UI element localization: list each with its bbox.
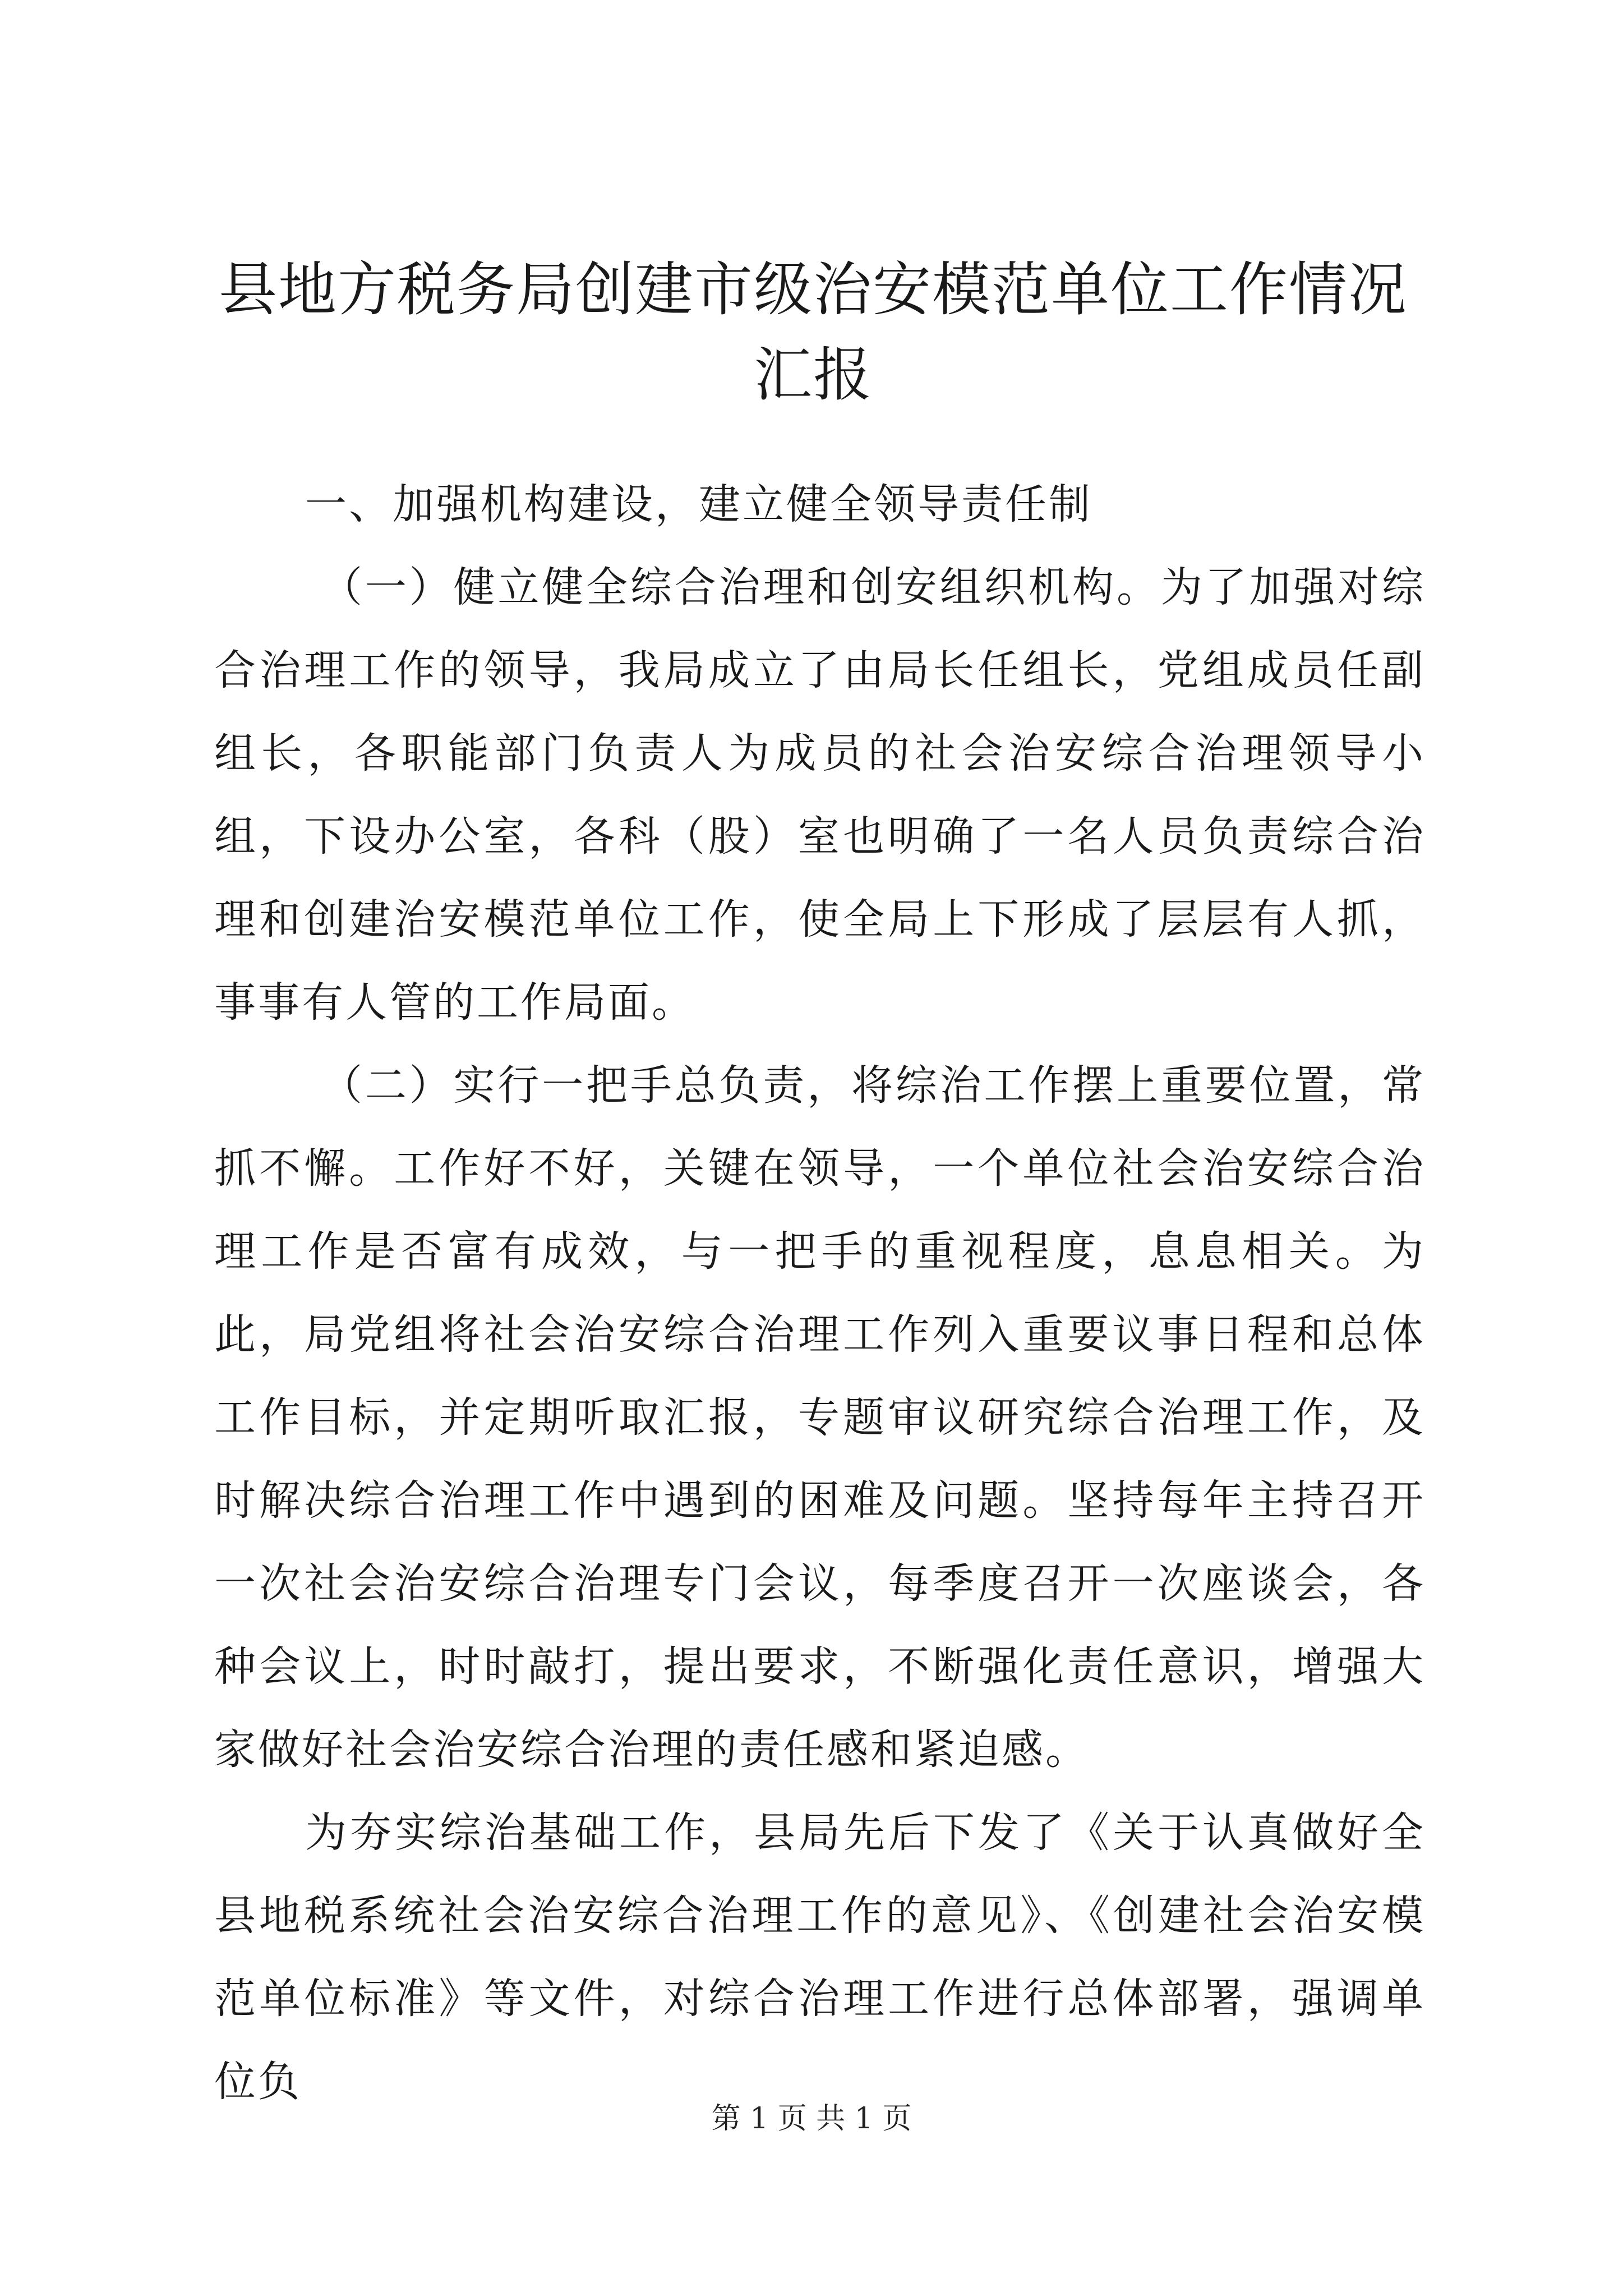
- section-heading: 一、加强机构建设，建立健全领导责任制: [305, 480, 1092, 528]
- paragraph-2: （二）实行一把手总负责，将综治工作摆上重要位置，常抓不懈。工作好不好，关键在领导，一个单位社会治安综合治理工作是否富有成效，与一把手的重视程度，息息相关。为此，局党组将社会治安综合治理工作列入重要议事日程和总体工作目标，并定期听取汇报，专题审议研究综合治理工作，及时解决综合治理工作中遇到的困难及问题。坚持每年主持召开一次社会治安综合治理专门会议，每季度召开一次座谈会，各种会议上，时时敲打，提出要求，不断强化责任意识，增强大家做好社会治安综合治理的责任感和紧迫感。: [214, 1061, 1426, 1774]
- document-body: [214, 463, 1426, 2123]
- paragraph-1: （一）健立健全综合治理和创安组织机构。为了加强对综合治理工作的领导，我局成立了由局长任组长，党组成员任副组长，各职能部门负责人为成员的社会治安综合治理领导小组，下设办公室，各科（股）室也明确了一名人员负责综合治理和创建治安模范单位工作，使全局上下形成了层层有人抓，事事有人管的工作局面。: [214, 563, 1426, 1027]
- title-line-1: 县地方税务局创建市级治安模范单位工作情况: [218, 255, 1408, 324]
- page-footer: 第 1 页 共 1 页: [711, 2102, 912, 2136]
- title-line-2: 汇报: [753, 341, 873, 409]
- paragraph-3: 为夯实综治基础工作，县局先后下发了《关于认真做好全县地税系统社会治安综合治理工作的意见》、《创建社会治安模范单位标准》等文件，对综合治理工作进行总体部署，强调单位负: [214, 1809, 1426, 2106]
- document-title: [213, 247, 1413, 417]
